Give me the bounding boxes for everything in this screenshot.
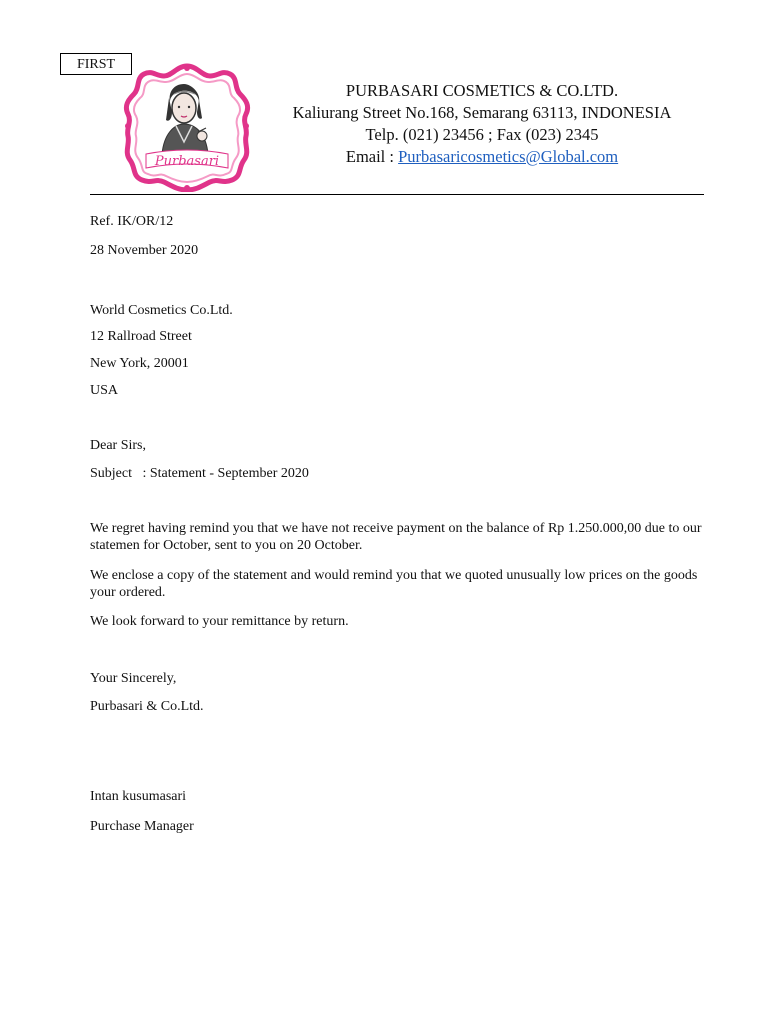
body-paragraph-1: We regret having remind you that we have not receive payment on the balance of Rp 1.250.000,00 due to our statemen for October, sent to you on 20 October. xyxy=(90,521,702,553)
purbasari-logo xyxy=(122,62,252,192)
signer-name: Intan kusumasari xyxy=(90,789,187,804)
recipient-street: 12 Rallroad Street xyxy=(90,329,192,344)
company-name: PURBASARI COSMETICS & CO.LTD. xyxy=(345,81,619,100)
company-email-line xyxy=(262,146,702,168)
letter-date: 28 November 2020 xyxy=(90,243,199,258)
company-address: Kaliurang Street No.168, Semarang 63113, INDONESIA xyxy=(292,103,672,122)
email-link[interactable]: Purbasaricosmetics@Global.com xyxy=(398,147,619,166)
email-label: Email : xyxy=(345,147,399,166)
svg-text:Purbasari: Purbasari xyxy=(154,154,220,169)
recipient-city: New York, 20001 xyxy=(90,356,189,371)
header-divider xyxy=(90,194,704,195)
recipient-country: USA xyxy=(90,383,119,398)
reference-number: Ref. IK/OR/12 xyxy=(90,214,174,229)
signer-title: Purchase Manager xyxy=(90,819,194,834)
company-phone: Telp. (021) 23456 ; Fax (023) 2345 xyxy=(365,125,599,144)
company-signature: Purbasari & Co.Ltd. xyxy=(90,699,204,714)
letterhead xyxy=(262,80,702,168)
recipient-name: World Cosmetics Co.Ltd. xyxy=(90,303,233,318)
closing: Your Sincerely, xyxy=(90,671,177,686)
body-paragraph-2: We enclose a copy of the statement and would remind you that we quoted unusually low prices on the goods your ordered. xyxy=(90,568,698,600)
first-copy-stamp: FIRST xyxy=(60,53,132,75)
salutation: Dear Sirs, xyxy=(90,438,146,453)
subject-line: Subject : Statement - September 2020 xyxy=(90,466,309,481)
body-paragraph-3: We look forward to your remittance by return. xyxy=(90,614,349,629)
